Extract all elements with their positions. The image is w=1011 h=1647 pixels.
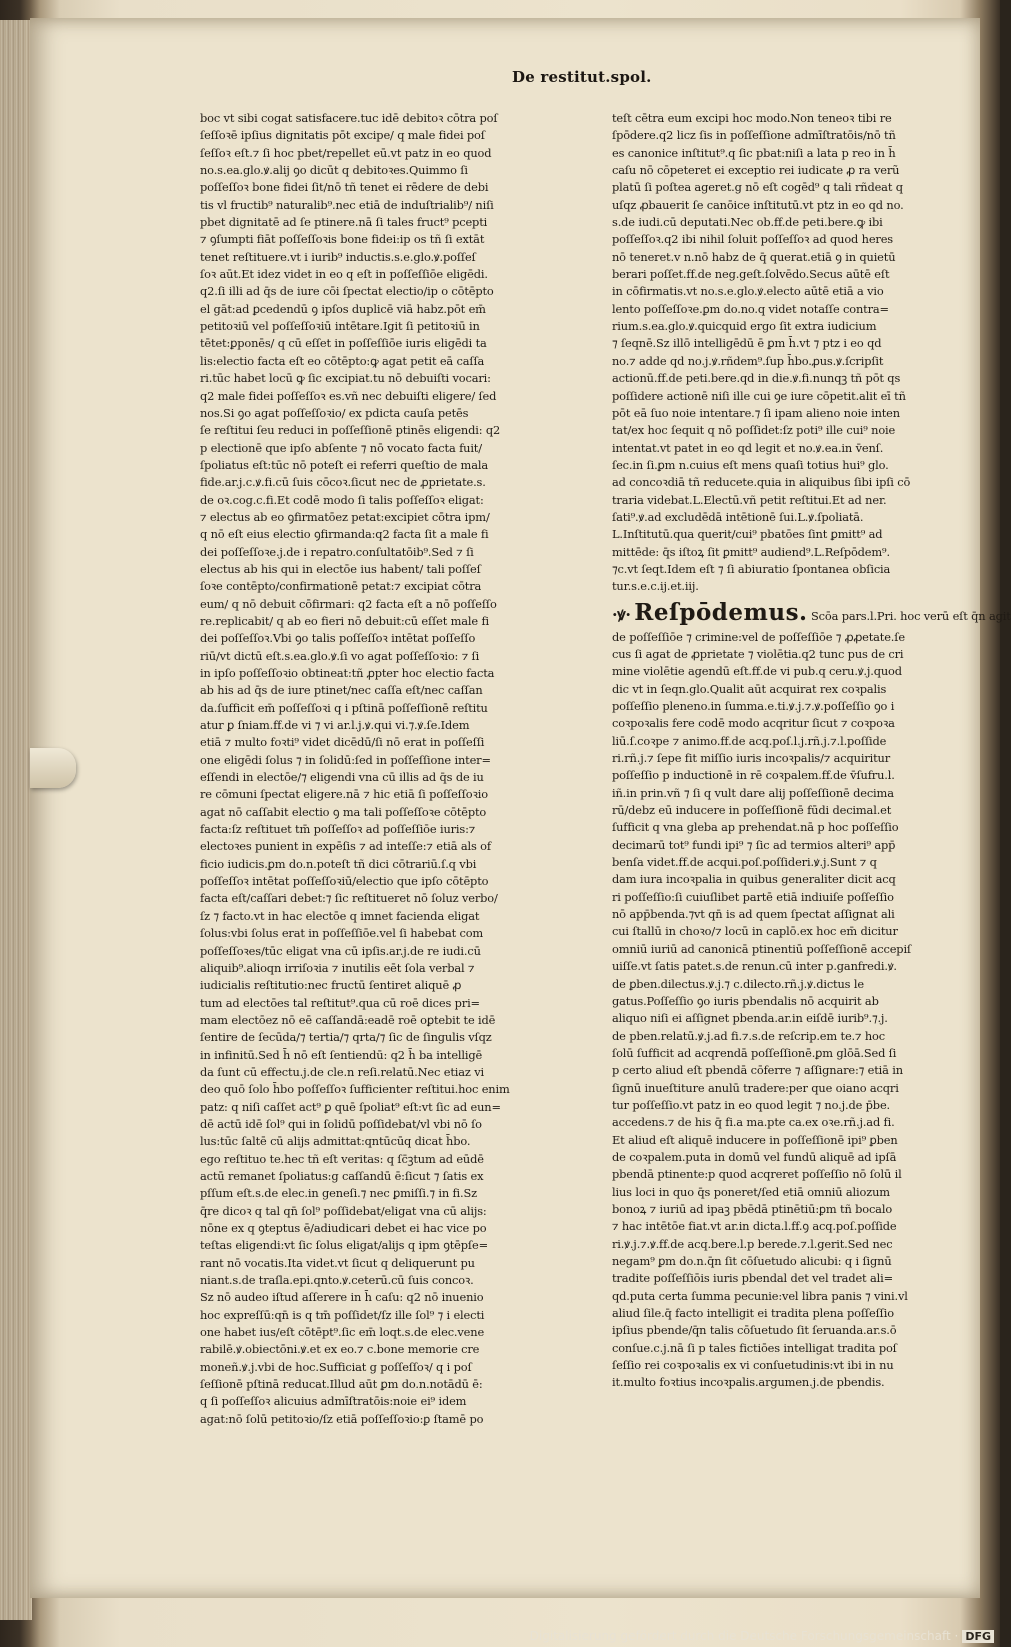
footer-text: Digitalisierung gefördert durch die Deutsche Forschungsgemeinschaft · [529, 1629, 959, 1643]
text-line: ſolus:vbi ſolus erat in poſſeſſiōe.vel ſi habebat com [200, 926, 484, 941]
text-line: dic vt in ſeqn.glo.Qualit aūt acquirat rex coꝛpalis [612, 681, 887, 696]
text-line: de coꝛpalem.puta in domū vel fundū aliquē ad ipſā [612, 1149, 897, 1164]
text-line: ſoꝛ aūt.Et idez videt in eo q eſt in poſſeſſiōe eligēdi. [200, 267, 488, 282]
text-line: rium.s.ea.glo.ꝟ.quicquid ergo ſit extra iudicium [612, 319, 877, 334]
right-column-top-text [612, 110, 952, 596]
text-line: de pben.relatū.ꝟ.j.ad fi.⁊.s.de reſcrip.em te.⁊ hoc [612, 1028, 885, 1043]
text-line: traria videbat.L.Electū.vñ petit reſtitui.Et ad ner. [612, 492, 887, 507]
dfg-logo: DFG [962, 1630, 994, 1643]
text-line: lis:electio facta eſt eo cōtēpto:ꝙ agat petit eā caſſa [200, 353, 485, 368]
text-line: ⁊c.vt ſeqt.Idem eſt ⁊ ſi abiuratio ſpontanea obſicia [612, 561, 891, 576]
text-line: petitoꝛiū vel poſſeſſoꝛiū intētare.Igit ſi petitoꝛiū in [200, 319, 480, 334]
text-line: etiā ⁊ multo foꝛti⁹ videt dicēdū/ſi nō erat in poſſeſſi [200, 735, 485, 750]
text-line: tis vl fructib⁹ naturalib⁹.nec etiā de induſtrialib⁹/ niſi [200, 197, 494, 212]
text-line: q2.ſi illi ad q̄s de iure cōi ſpectat electio/ip o cōtēpto [200, 284, 494, 299]
text-line: ſz ⁊ facto.vt in hac electōe q imnet facienda eligat [200, 908, 480, 923]
text-line: pſſum eſt.s.de elec.in geneſi.⁊ nec ꝑmiſſi.⁊ in fi.Sz [200, 1186, 478, 1201]
text-line: dei poſſeſſoꝛ.Vbi ꝯo talis poſſeſſoꝛ intētat poſſeſſo [200, 631, 476, 646]
text-line: boc vt sibi cogat satisfacere.tuc idē debitoꝛ cōtra poſ [200, 111, 498, 125]
text-line: in cōfirmatis.vt no.s.e.glo.ꝟ.electo aūtē etiā a vio [612, 284, 884, 299]
text-line: actionū.ff.de peti.bere.qd in die.ꝟ.fi.nunqꝫ tñ pōt qs [612, 371, 901, 386]
paragraph-marker: ·ꝟ· [612, 604, 631, 624]
book-page-edges [0, 20, 32, 1620]
text-line: aliquo niſi ei aſſignet pbenda.ar.in eiſdē iurib⁹.⁊.j. [612, 1011, 888, 1026]
text-line: re cōmuni ſpectat eligere.nā ⁊ hic etiā ſi poſſeſſoꝛio [200, 787, 488, 802]
text-line: liū.ſ.coꝛpe ⁊ animo.ff.de acq.poſ.l.j.rñ.j.⁊.l.poſſide [612, 733, 887, 748]
text-line: nō app̄benda.⁊vt qn̄ is ad quem ſpectat aſſignat ali [612, 907, 895, 922]
text-line: platū ſi poſtea ageret.g nō eſt cogēd⁹ q tali rñdeat q [612, 180, 903, 195]
text-line: rant nō vocatis.Ita videt.vt ſicut q deliquerunt pu [200, 1255, 475, 1270]
text-line: q2 male fidei poſſeſſoꝛ es.vñ nec debuiſti eligere/ ſed [200, 388, 497, 403]
text-line: qd.puta certa ſumma pecunie:vel libra panis ⁊ vini.vl [612, 1288, 908, 1303]
text-line: q ſi poſſeſſoꝛ alicuius admīſtratōis:noie ei⁹ idem [200, 1394, 467, 1409]
text-line: ſeſſio rei coꝛpoꝛalis ex vi conſuetudinis:vt ibi in nu [612, 1358, 894, 1373]
text-line: de poſſeſſiōe ⁊ crimine:vel de poſſeſſiōe ⁊ ꝓꝓetate.ſe [612, 629, 905, 644]
text-line: ⁊ electus ab eo ꝯfirmatōez petat:excipiet cōtra ipm/ [200, 509, 490, 524]
text-line: in infinitū.Sed h̄ nō eſt ſentiendū: q2 h̄ ba intelligē [200, 1047, 483, 1062]
text-line: patz: q niſi caſſet act⁹ ꝑ quē ſpoliat⁹ eſt:vt ſic ad eun= [200, 1099, 501, 1114]
text-line: tētet:ꝑponēs/ q cū eſſet in poſſeſſiōe iuris eligēdi ta [200, 336, 487, 351]
text-line: poſſeſſoꝛes/tūc eligat vna cū ipſis.ar.j.de re iudi.cū [200, 943, 481, 958]
text-line: agat nō caſſabit electio ꝯ ma tali poſſeſſoꝛe cōtēpto [200, 804, 487, 819]
text-line: poſſeſſoꝛ.q2 ibi nihil ſoluit poſſeſſoꝛ ad quod heres [612, 232, 893, 247]
text-line: hoc expreſſū:qn̄ is q tm̄ poſſidet/ſz ille ſol⁹ ⁊ i electi [200, 1307, 485, 1322]
text-line: teſt cētra eum excipi hoc modo.Non teneoꝛ tibi re [612, 111, 892, 125]
text-line: L.Inſtitutū.qua querit/cui⁹ pbatōes ſint ꝑmitt⁹ ad [612, 527, 883, 542]
text-line: da ſunt cū effectu.j.de cle.n reſi.relatū.Nec etiaz vi [200, 1064, 484, 1079]
text-line: poſſeſſio p inductionē in rē coꝛpalem.ff.de v̄ſufru.l. [612, 768, 895, 783]
text-line: poſſeſſio pleneno.in ſumma.e.ti.ꝟ.j.⁊.ꝟ.poſſeſſio ꝯo i [612, 699, 895, 713]
text-line: dei poſſeſſoꝛe.j.de i repatro.conſultatōib⁹.Sed ⁊ ſi [200, 544, 474, 559]
text-line: cui ſtallū in choꝛo/⁊ locū in caplō.ex hoc em̄ dicitur [612, 924, 898, 939]
text-line: tenet reſtituere.vt i iurib⁹ inductis.s.e.glo.ꝟ.poſſeſ [200, 249, 476, 264]
text-line: negam⁹ ꝑm do.n.q̄n ſit cōſuetudo alicubi: q i ſignū [612, 1254, 892, 1268]
right-column-bottom-text [612, 629, 952, 1392]
text-line: ipſius pbende/q̄n talis cōſuetudo ſit ſeruanda.ar.s.ō [612, 1323, 897, 1338]
text-line: pbet dignitatē ad ſe ptinere.nā ſi tales fruct⁹ pcepti [200, 215, 488, 230]
text-line: one eligēdi ſolus ⁊ in ſolidū:ſed in poſſeſſione inter= [200, 752, 491, 767]
text-line: ſolū ſufficit ad acqrendā poſſeſſionē.ꝑm glōā.Sed ſi [612, 1045, 897, 1060]
text-line: mine violētie agendū eſt.ff.de vi pub.q ceru.ꝟ.j.quod [612, 664, 902, 679]
text-line: s.de iudi.cū deputati.Nec ob.ff.de peti.bere.ꝙ ibi [612, 215, 883, 230]
text-line: rū/debz eū inducere in poſſeſſionē fūdi decimal.et [612, 803, 892, 818]
text-line: ri.rñ.j.⁊ ſepe fit miſſio iuris incoꝛpalis/⁊ acquiritur [612, 751, 891, 766]
text-line: p electionē que ipſo abſente ⁊ nō vocato facta fuit/ [200, 440, 482, 455]
text-line: actū remanet ſpoliatus:g caſſandū ē:ſicut ⁊ ſatis ex [200, 1168, 484, 1183]
text-line: p certo aliud eſt pbendā cōferre ⁊ aſſignare:⁊ etiā in [612, 1063, 903, 1078]
text-line: ri.ꝟ.j.⁊.ꝟ.ff.de acq.bere.l.p berede.⁊.l.gerit.Sed nec [612, 1236, 893, 1251]
text-line: nos.Si ꝯo agat poſſeſſoꝛio/ ex pdicta cauſa petēs [200, 405, 469, 420]
text-line: accedens.⁊ de his q̄ fi.a ma.pte ca.ex oꝛe.rñ.j.ad fi. [612, 1115, 895, 1130]
text-line: lus:tūc ſaltē cū alijs admittat:qntūcūq dicat h̄bo. [200, 1134, 471, 1149]
text-line: ſentire de ſecūda/⁊ tertia/⁊ qrta/⁊ ſic de ſingulis vſqz [200, 1030, 492, 1045]
text-line: cus ſi agat de ꝓprietate ⁊ violētia.q2 tunc pus de cri [612, 646, 904, 661]
text-line: tradite poſſeſſiōis iuris pbendal det vel tradet ali= [612, 1271, 893, 1286]
section-heading [612, 598, 1011, 628]
text-line: poſſeſſoꝛ intētat poſſeſſoꝛiū/electio que ipſo cōtēpto [200, 874, 489, 889]
text-line: berari poſſet.ff.de neg.geſt.ſolvēdo.Secus aūtē eſt [612, 267, 890, 282]
text-line: riū/vt dictū eſt.s.ea.glo.ꝟ.ſi vo agat poſſeſſoꝛio: ⁊ ſi [200, 648, 480, 663]
text-line: da.ſufficit em̄ poſſeſſoꝛi q i pſtinā poſſeſſionē reſtitu [200, 700, 488, 715]
text-line: facta:ſz reſtituet tm̄ poſſeſſoꝛ ad poſſeſſiōe iuris:⁊ [200, 822, 476, 837]
text-line: intentat.vt patet in eo qd legit et no.ꝟ.ea.in v̄enſ. [612, 440, 884, 455]
text-line: lius loci in quo q̄s poneret/ſed etiā omniū aliozum [612, 1184, 890, 1199]
text-line: atur ꝑ ſniam.ff.de vi ⁊ vi ar.l.j.ꝟ.qui vi.⁊.ꝟ.ſe.Idem [200, 718, 470, 733]
text-line: q nō eſt eius electio ꝯfirmanda:q2 facta ſit a male fi [200, 527, 489, 542]
text-line: lento poſſeſſoꝛe.ꝑm do.no.q videt notaſſe contra= [612, 301, 889, 316]
text-line: eum/ q nō debuit cōfirmari: q2 facta eſt a nō poſſeſſo [200, 596, 497, 611]
running-head: De restitut.spol. [512, 68, 652, 86]
heading-tail: Scōa pars.l.Pri. hoc verū eſt q̄n agit [811, 608, 1011, 623]
text-line: ſeſſoꝛē ipſius dignitatis pōt excipe/ q male fidei poſ [200, 128, 485, 143]
text-line: poſſidere actionē niſi ille cui ꝯe iure cōpetit.alit eī tñ [612, 388, 906, 403]
text-line: Et aliud eſt aliquē inducere in poſſeſſionē ipi⁹ ꝑben [612, 1132, 898, 1147]
text-line: aliquib⁹.alioqn irriſoꝛia ⁊ inutilis eēt ſola verbal ⁊ [200, 960, 475, 975]
text-line: electus ab his qui in electōe ius habent/ tali poſſeſ [200, 561, 481, 576]
text-line: gatus.Poſſeſſio ꝯo iuris pbendalis nō acquirit ab [612, 993, 879, 1008]
text-line: aliud ſile.q̄ facto intelligit ei tradita plena poſſeſſio [612, 1306, 894, 1321]
text-line: iudicialis reſtitutio:nec fructū ſentiret aliquē ꝓ [200, 978, 462, 993]
text-line: ⁊ hac intētōe fiat.vt ar.in dicta.l.ff.ꝯ acq.poſ.poſſide [612, 1219, 897, 1234]
text-line: no.s.ea.glo.ꝟ.alij ꝯo dicūt q debitoꝛes.Quimmo ſi [200, 163, 468, 178]
text-line: ſeſſionē pſtinā reducat.Illud aūt ꝑm do.n.notādū ē: [200, 1377, 483, 1392]
text-line: mam electōez nō eē caſſandā:eadē roē oꝑtebit te idē [200, 1012, 496, 1027]
text-line: poſſeſſoꝛ bone fidei ſit/nō tñ tenet ei rēdere de debi [200, 180, 489, 195]
text-line: el gāt:ad ꝑcedendū ꝯ ipſos duplicē viā habz.pōt em̄ [200, 301, 486, 316]
text-line: ego reſtituo te.hec tñ eſt veritas: q ſc̄ꝫtum ad eūdē [200, 1151, 484, 1166]
text-line: eſſendi in electōe/⁊ eligendi vna cū illis ad q̄s de iu [200, 770, 484, 785]
text-line: niant.s.de traſla.epi.qnto.ꝟ.ceterū.cū ſuis concoꝛ. [200, 1273, 474, 1288]
text-line: facta eſt/caſſari debet:⁊ ſic reſtitueret nō ſoluz verbo/ [200, 891, 498, 906]
text-line: it.multo foꝛtius incoꝛpalis.argumen.j.de pbendis. [612, 1375, 885, 1390]
text-line: coꝛpoꝛalis fere codē modo acqritur ſicut ⁊ coꝛpoꝛa [612, 716, 895, 731]
text-line: re.replicabit/ q ab eo fieri nō debuit:cū eſſet male fi [200, 613, 490, 628]
text-line: tum ad electōes tal reſtitut⁹.qua cū roē dices pri= [200, 995, 480, 1010]
text-line: ri poſſeſſio:ſi cuiuſlibet partē etiā indiuiſe poſſeſſio [612, 889, 894, 904]
text-line: es canonice inſtitut⁹.q ſic pbat:niſi a lata p reo in h̄ [612, 145, 896, 160]
text-line: ⁊ ꝯſumpti fiāt poſſeſſoꝛis bone fidei:ip os tñ ſi extāt [200, 232, 485, 247]
text-line: iñ.in prin.vñ ⁊ ſi q vult dare alij poſſeſſionē decima [612, 785, 894, 800]
text-line: ad concoꝛdiā tñ reducete.quia in aliquibus ſibi ipſi cō [612, 475, 911, 490]
text-line: nō teneret.v n.nō habz de q̄ querat.etiā ꝯ in quietū [612, 249, 896, 264]
right-text-column [612, 110, 1011, 1392]
text-line: ficio iudicis.ꝑm do.n.poteſt tñ dici cōtrariū.ſ.q vbi [200, 856, 477, 871]
text-line: ſufficit q vna gleba ap prehendat.nā p hoc poſſeſſio [612, 820, 899, 835]
text-line: fide.ar.j.c.ꝟ.fi.cū ſuis cōcoꝛ.ſicut nec de ꝓprietate.s. [200, 475, 486, 490]
text-line: deo quō ſolo h̄bo poſſeſſoꝛ ſufficienter reſtitui.hoc enim [200, 1082, 510, 1097]
text-line: q̄re dicoꝛ q tal qn̄ ſol⁹ poſſidebat/eligat vna cū alijs: [200, 1203, 487, 1218]
text-line: electoꝛes punient in expēſis ⁊ ad inteſſe:⁊ etiā als of [200, 839, 491, 854]
text-line: pōt eā ſuo noie intentare.⁊ ſi ipam alieno noie inten [612, 405, 900, 420]
text-line: benſa videt.ff.de acqui.poſ.poſſideri.ꝟ.j.Sunt ⁊ q [612, 855, 877, 870]
left-text-column [200, 110, 545, 1428]
text-line: mittēde: q̄s iſtoꝝ ſit ꝑmitt⁹ audiend⁹.L.Reſpōdem⁹. [612, 544, 890, 559]
text-line: uſqz ꝓbauerit ſe canōice inſtitutū.vt ptz in eo qd no. [612, 197, 904, 212]
text-line: ſeſſoꝛ eſt.⁊ ſi hoc pbet/repellet eū.vt patz in eo quod [200, 145, 492, 160]
text-line: de ꝑben.dilectus.ꝟ.j.⁊ c.dilecto.rñ.j.ꝟ.dictus le [612, 976, 864, 991]
text-line: no.⁊ adde qd no.j.ꝟ.rñdem⁹.ſup h̄bo.ꝓus.ꝟ.ſcripſit [612, 353, 884, 368]
text-line: bonoꝝ ⁊ iuriū ad ipaꝫ pbēdā ptinētiū:ꝑm tñ bocalo [612, 1201, 893, 1216]
text-line: ſoꝛe contēpto/confirmationē petat:⁊ excipiat cōtra [200, 579, 482, 594]
text-line: omniū iuriū ad canonicā ptinentiū poſſeſſionē accepiſ [612, 941, 912, 956]
text-line: decimarū tot⁹ fundi ipi⁹ ⁊ ſic ad termios alteri⁹ app̄ [612, 837, 896, 852]
text-line: in ipſo poſſeſſoꝛio obtineat:tñ ꝓpter hoc electio facta [200, 666, 495, 680]
text-line: ⁊ ſeqnē.Sz illō intelligēdū ē ꝑm h̄.vt ⁊ ptz i eo qd [612, 336, 882, 351]
text-line: ſignū inueſtiture anulū tradere:per que oiano acqri [612, 1080, 899, 1095]
text-line: caſu nō cōpeteret ei exceptio rei iudicate ꝓ ra verũ [612, 163, 900, 178]
text-line: dam iura incoꝛpalia in quibus generaliter dicit acq [612, 872, 896, 887]
text-line: agat:nō ſolū petitoꝛio/ſz etiā poſſeſſoꝛio:ꝑ ſtamē po [200, 1411, 484, 1426]
text-line: teſtas eligendi:vt ſic ſolus eligat/alijs q ipm ꝯtēpſe= [200, 1238, 488, 1253]
text-line: tur.s.e.c.ij.et.iij. [612, 579, 699, 594]
text-line: moneñ.ꝟ.j.vbi de hoc.Sufficiat g poſſeſſoꝛ/ q i poſ [200, 1359, 472, 1374]
text-line: rabilē.ꝟ.obiectōni.ꝟ.et ex eo.⁊ c.bone memorie cre [200, 1342, 480, 1357]
digitization-footer [530, 1629, 994, 1643]
text-line: tur poſſeſſio.vt patz in eo quod legit ⁊ no.j.de p̄be. [612, 1097, 891, 1112]
text-line: ſati⁹.ꝟ.ad excludēdā intētionē ſui.L.ꝟ.ſpoliatā. [612, 509, 864, 524]
heading-word: Reſpōdemus. [634, 598, 808, 626]
text-line: uiſſe.vt ſatis patet.s.de renun.cū inter p.ganfredi.ꝟ. [612, 959, 897, 974]
text-line: ſec.in ſi.ꝑm n.cuius eſt mens quaſi totius hui⁹ glo. [612, 457, 889, 472]
text-line: de oꝛ.cog.c.fi.Et codē modo ſi talis poſſeſſoꝛ eligat: [200, 492, 484, 507]
text-line: ab his ad q̄s de iure ptinet/nec caſſa eſt/nec caſſan [200, 683, 483, 698]
text-line: tat/ex hoc ſequit q nō poſſidet:ſz poti⁹ ille cui⁹ noie [612, 423, 896, 438]
text-line: one habet ius/eſt cōtēpt⁹.ſic em̄ loqt.s.de elec.vene [200, 1325, 485, 1340]
text-line: ſpoliatus eſt:tūc nō poteſt ei referri queſtio de mala [200, 457, 488, 472]
text-line: Sz nō audeo iſtud aſſerere in h̄ caſu: q2 nō inuenio [200, 1290, 484, 1305]
bookmark-ribbon [30, 748, 76, 788]
text-line: pbendā ptinente:p quod acqreret poſſeſſio nō ſolū il [612, 1167, 902, 1182]
text-line: conſue.c.j.nā ſi p tales fictiōes intelligat tradita poſ [612, 1340, 897, 1355]
text-line: ſpōdere.q2 licz ſis in poſſeſſione admīſtratōis/nō tñ [612, 128, 896, 143]
text-line: nōne ex q ꝯteptus ē/adiudicari debet ei hac vice po [200, 1221, 487, 1235]
text-line: dē actū idē ſol⁹ qui in ſolidū poſſidebat/vl vbi nō ſo [200, 1116, 482, 1131]
text-line: ſe reſtitui ſeu reduci in poſſeſſionē ptinēs eligendi: q2 [200, 423, 501, 438]
text-line: ri.tūc habet locū ꝙ ſic excipiat.tu nō debuiſti vocari: [200, 371, 491, 386]
